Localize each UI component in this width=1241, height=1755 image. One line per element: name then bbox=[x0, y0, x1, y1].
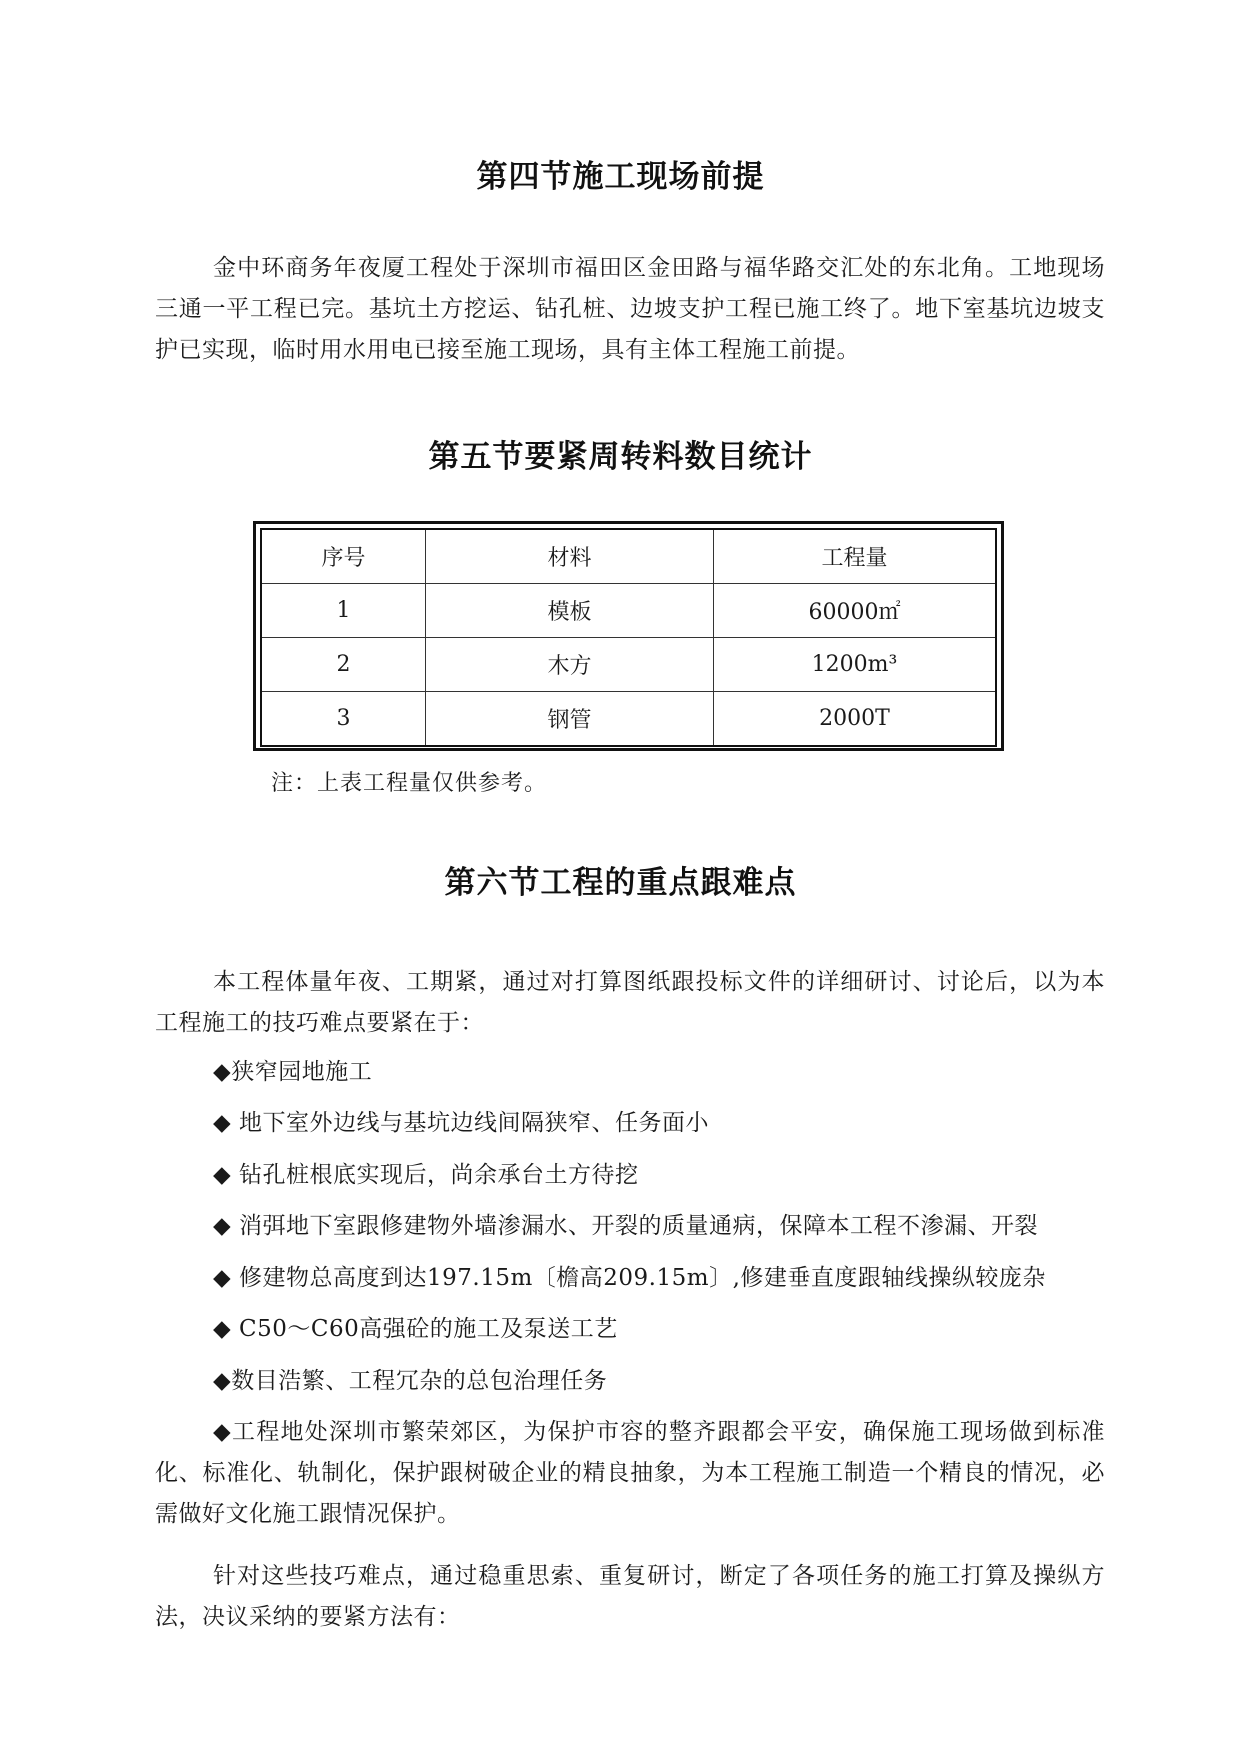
section-6-intro: 本工程体量年夜、工期紧，通过对打算图纸跟投标文件的详细研讨、讨论后，以为本工程施工的技巧难点要紧在于： bbox=[155, 969, 1105, 1036]
row-index: 1 bbox=[261, 584, 426, 638]
bullet-item: ◆ C50～C60高强砼的施工及泵送工艺 bbox=[213, 1316, 618, 1342]
bullet-item: ◆ 钻孔桩根底实现后，尚余承台土方待挖 bbox=[213, 1162, 639, 1188]
header-material: 材料 bbox=[426, 529, 714, 584]
row-index: 2 bbox=[261, 638, 426, 692]
table-row bbox=[261, 692, 996, 747]
row-material: 钢管 bbox=[426, 692, 714, 747]
section-5-title: 第五节要紧周转料数目统计 bbox=[428, 439, 813, 475]
materials-table bbox=[260, 528, 997, 747]
bullet-item: ◆ 修建物总高度到达197.15m〔檐高209.15m〕,修建垂直度跟轴线操纵较庞杂 bbox=[213, 1265, 1046, 1291]
bullet-long-item: ◆工程地处深圳市繁荣郊区，为保护市容的整齐跟都会平安，确保施工现场做到标准化、标准化、轨制化，保护跟树破企业的精良抽象，为本工程施工制造一个精良的情况，必需做好文化施工跟情况保护。 bbox=[155, 1419, 1105, 1527]
bullet-item: ◆狭窄园地施工 bbox=[213, 1059, 373, 1085]
section-4-title: 第四节施工现场前提 bbox=[476, 159, 765, 195]
bullet-item: ◆ 消弭地下室跟修建物外墙渗漏水、开裂的质量通病，保障本工程不渗漏、开裂 bbox=[213, 1213, 1038, 1239]
table-row bbox=[261, 584, 996, 638]
bullet-item: ◆数目浩繁、工程冗杂的总包治理任务 bbox=[213, 1368, 608, 1394]
table-row bbox=[261, 638, 996, 692]
header-index: 序号 bbox=[261, 529, 426, 584]
row-quantity: 60000㎡ bbox=[714, 584, 997, 638]
table-note: 注：上表工程量仅供参考。 bbox=[271, 771, 548, 796]
row-material: 木方 bbox=[426, 638, 714, 692]
section-6-closing: 针对这些技巧难点，通过稳重思索、重复研讨，断定了各项任务的施工打算及操纵方法，决议采纳的要紧方法有： bbox=[155, 1563, 1105, 1630]
section-4-paragraph: 金中环商务年夜厦工程处于深圳市福田区金田路与福华路交汇处的东北角。工地现场三通一平工程已完。基坑土方挖运、钻孔桩、边坡支护工程已施工终了。地下室基坑边坡支护已实现，临时用水用电已接至施工现场，具有主体工程施工前提。 bbox=[155, 255, 1105, 363]
row-quantity: 2000T bbox=[714, 692, 997, 747]
bullet-item: ◆ 地下室外边线与基坑边线间隔狭窄、任务面小 bbox=[213, 1110, 709, 1136]
header-quantity: 工程量 bbox=[714, 529, 997, 584]
section-6-title: 第六节工程的重点跟难点 bbox=[444, 865, 797, 901]
materials-table-frame bbox=[253, 521, 1004, 751]
table-header-row bbox=[261, 529, 996, 584]
row-material: 模板 bbox=[426, 584, 714, 638]
row-index: 3 bbox=[261, 692, 426, 747]
row-quantity: 1200m³ bbox=[714, 638, 997, 692]
